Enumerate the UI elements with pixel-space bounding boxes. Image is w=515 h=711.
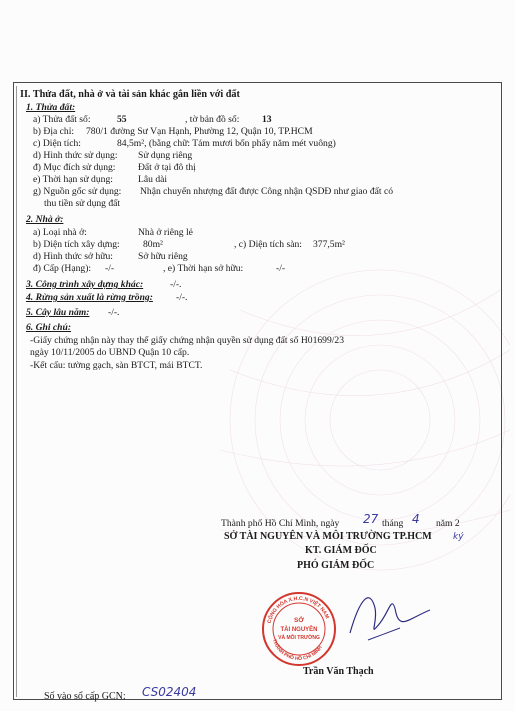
land-b-label: b) Địa chỉ:	[33, 126, 75, 137]
notes-heading: 6. Ghi chú:	[26, 322, 72, 333]
house-c-label: , c) Diện tích sàn:	[234, 239, 302, 250]
land-map-label: , tờ bản đồ số:	[185, 114, 240, 125]
signer-kt-title: KT. GIÁM ĐỐC	[305, 545, 377, 556]
issuing-department: SỞ TÀI NGUYÊN VÀ MÔI TRƯỜNG TP.HCM	[224, 531, 432, 542]
land-usage-form: Sử dụng riêng	[138, 150, 193, 161]
other-construction-value: -/-.	[170, 279, 182, 290]
land-dd-label: đ) Mục đích sử dụng:	[33, 162, 116, 173]
land-usage-term: Lâu dài	[138, 174, 168, 185]
issue-day: 27	[363, 512, 379, 526]
land-g-label: g) Nguồn gốc sử dụng:	[33, 186, 122, 197]
land-origin-line2: thu tiền sử dụng đất	[44, 198, 121, 209]
house-dd-label: đ) Cấp (Hạng):	[33, 263, 92, 274]
house-type: Nhà ở riêng lẻ	[138, 227, 193, 238]
issue-year-label: năm 2	[436, 518, 460, 529]
svg-text:SỞ: SỞ	[294, 617, 304, 624]
land-d-label: d) Hình thức sử dụng:	[33, 150, 118, 161]
house-b-label: b) Diện tích xây dựng:	[33, 239, 120, 250]
other-construction-heading: 3. Công trình xây dựng khác:	[26, 279, 144, 290]
svg-text:VÀ MÔI TRƯỜNG: VÀ MÔI TRƯỜNG	[278, 635, 320, 641]
certificate-book-number: CS02404	[142, 685, 197, 699]
notes-line-3: -Kết cấu: tường gạch, sàn BTCT, mái BTCT.	[30, 360, 203, 371]
land-map-sheet-number: 13	[262, 114, 272, 125]
land-a-label: a) Thửa đất số:	[33, 114, 91, 125]
certificate-book-number-label: Số vào sổ cấp GCN:	[44, 691, 126, 702]
signer-role: PHÓ GIÁM ĐỐC	[297, 560, 375, 571]
production-forest-value: -/-.	[176, 292, 188, 303]
land-heading: 1. Thửa đất:	[26, 102, 76, 113]
svg-text:THÀNH PHỐ HỒ CHÍ MINH: THÀNH PHỐ HỒ CHÍ MINH	[270, 638, 324, 663]
handwritten-signature	[330, 578, 440, 658]
perennial-trees-heading: 5. Cây lâu năm:	[26, 307, 90, 318]
house-e-label: , e) Thời hạn sở hữu:	[163, 263, 244, 274]
land-c-label: c) Diện tích:	[33, 138, 81, 149]
land-parcel-number: 55	[117, 114, 127, 125]
issue-date-prefix: Thành phố Hồ Chí Minh, ngày	[221, 518, 340, 529]
perennial-trees-value: -/-.	[108, 307, 120, 318]
land-address: 780/1 đường Sư Vạn Hạnh, Phường 12, Quận 10, TP.HCM	[86, 126, 313, 137]
house-building-area: 80m²	[143, 239, 163, 250]
issue-month: 4	[412, 512, 420, 526]
house-heading: 2. Nhà ở:	[26, 214, 64, 225]
house-d-label: d) Hình thức sở hữu:	[33, 251, 113, 262]
land-e-label: e) Thời hạn sử dụng:	[33, 174, 113, 185]
house-ownership-term: -/-	[276, 263, 286, 274]
signer-name: Trần Văn Thạch	[303, 666, 374, 677]
official-red-seal	[260, 590, 338, 668]
notes-line-1: -Giấy chứng nhận này thay thế giấy chứng nhận quyền sử dụng đất số H01699/23	[30, 335, 345, 346]
handwritten-mark: ký	[453, 532, 464, 542]
notes-line-2: ngày 10/11/2005 do UBND Quận 10 cấp.	[30, 347, 190, 358]
production-forest-heading: 4. Rừng sản xuất là rừng trồng:	[26, 292, 153, 303]
issue-month-label: tháng	[382, 518, 404, 529]
svg-text:TÀI NGUYÊN: TÀI NGUYÊN	[280, 627, 318, 633]
house-ownership-form: Sở hữu riêng	[138, 251, 188, 262]
house-floor-area: 377,5m²	[313, 239, 345, 250]
land-origin: Nhận chuyển nhượng đất được Công nhận QSDĐ như giao đất có	[140, 186, 394, 197]
land-usage-purpose: Đất ở tại đô thị	[138, 162, 196, 173]
svg-text:CỘNG HÒA X.H.C.N VIỆT NAM: CỘNG HÒA X.H.C.N VIỆT NAM	[266, 595, 330, 625]
land-area: 84,5m², (bằng chữ: Tám mươi bốn phẩy năm mét vuông)	[117, 138, 336, 149]
house-a-label: a) Loại nhà ở:	[33, 227, 87, 238]
section-title: II. Thửa đất, nhà ở và tài sản khác gắn liền với đất	[20, 89, 240, 100]
house-grade: -/-	[105, 263, 115, 274]
